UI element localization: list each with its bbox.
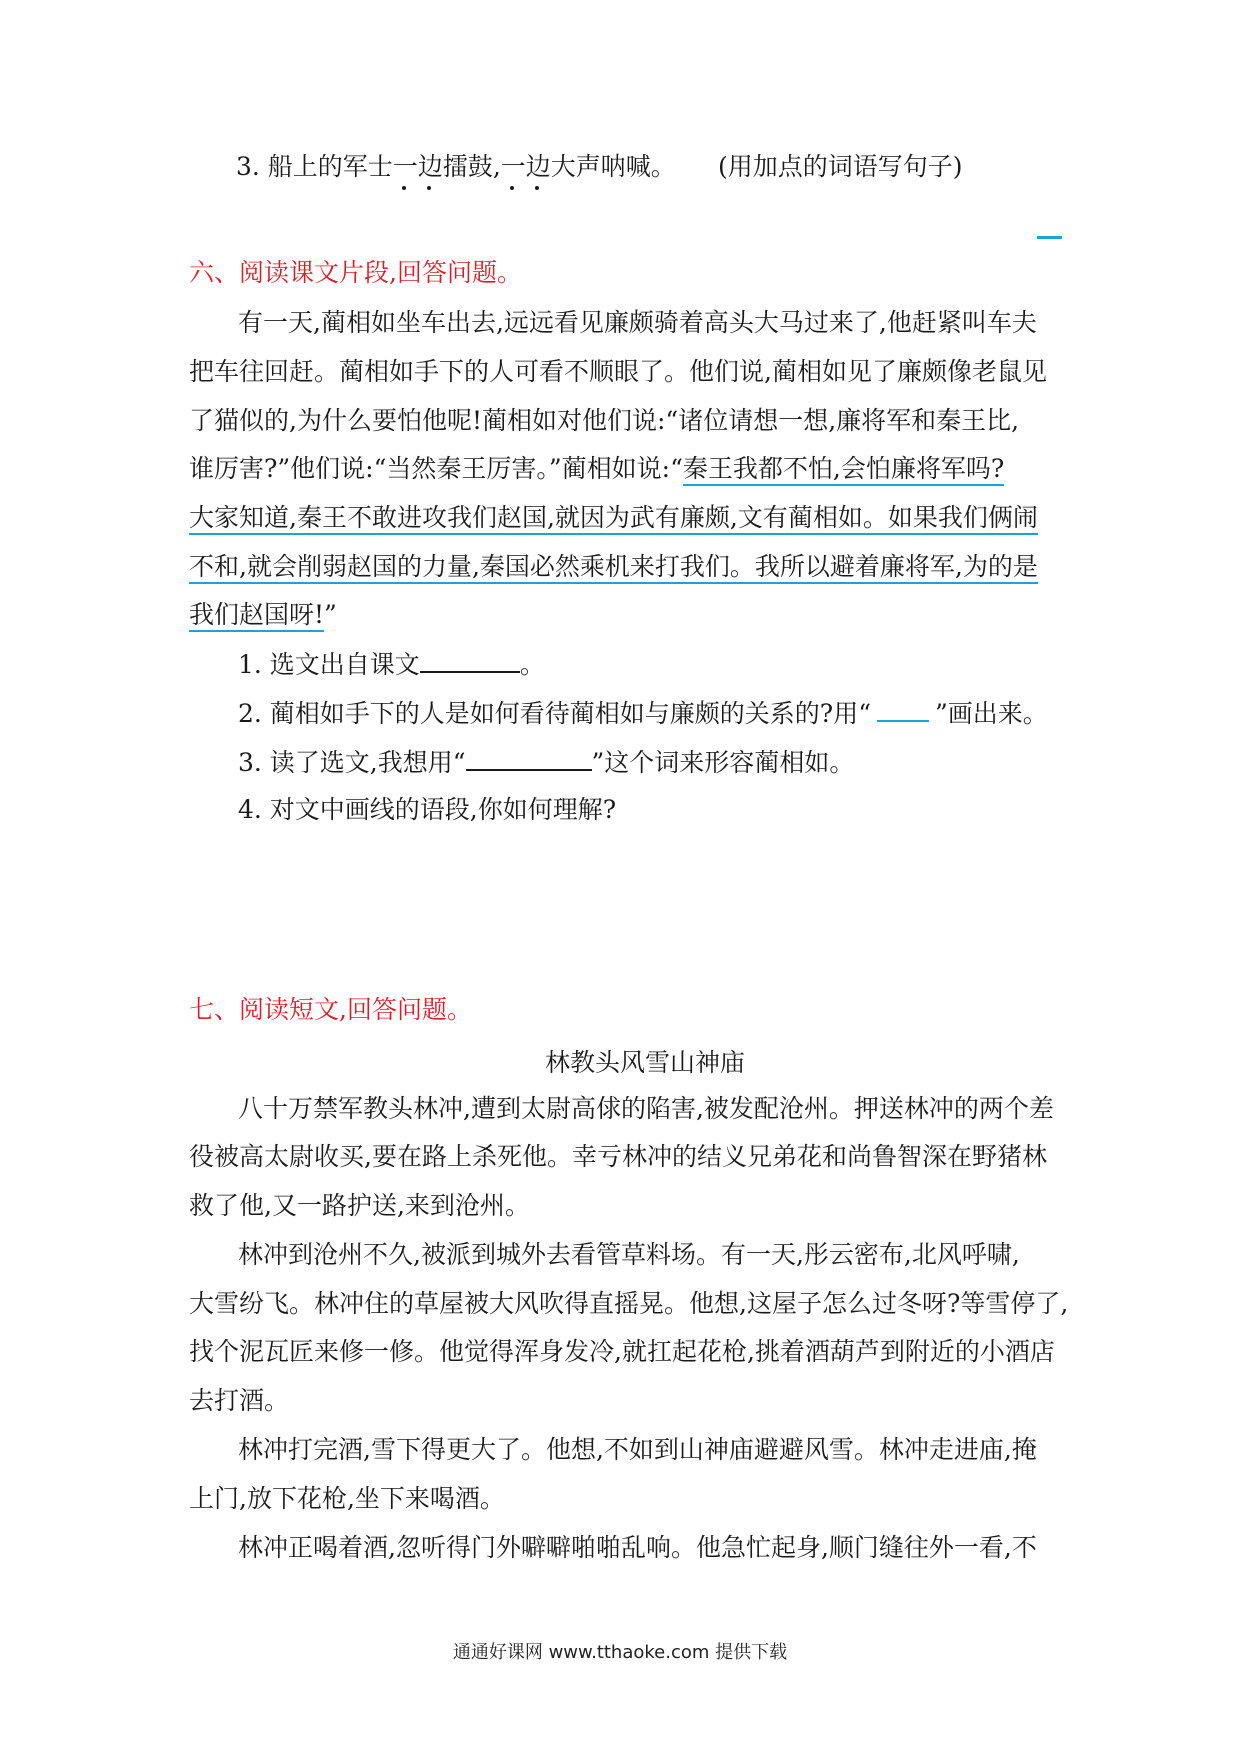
section6-q2: 2. 蔺相如手下的人是如何看待蔺相如与廉颇的关系的?用“ ”画出来。 xyxy=(238,696,1048,731)
passage7-line-9: 上门,放下花枪,坐下来喝酒。 xyxy=(189,1484,505,1513)
section6-heading: 六、阅读课文片段,回答问题。 xyxy=(189,258,522,287)
article-title: 林教头风雪山神庙 xyxy=(544,1048,745,1077)
passage7-line-10: 林冲正喝着酒,忽听得门外噼噼啪啪乱响。他急忙起身,顺门缝往外一看,不 xyxy=(238,1533,1037,1562)
section5-q3-instruction: (用加点的词语写句子) xyxy=(718,152,963,181)
passage7-line-5: 大雪纷飞。林冲住的草屋被大风吹得直摇晃。他想,这屋子怎么过冬呀?等雪停了, xyxy=(189,1289,1069,1318)
closing-quote: ” xyxy=(324,600,337,629)
passage7-line-7: 去打酒。 xyxy=(189,1386,290,1415)
emphasis-word-2: 一边 xyxy=(501,152,551,181)
passage7-line-2: 役被高太尉收买,要在路上杀死他。幸亏林冲的结义兄弟花和尚鲁智深在野猪林 xyxy=(189,1142,1047,1171)
answer-blank[interactable] xyxy=(420,647,520,673)
passage6-line-4-text: 谁厉害?”他们说:“当然秦王厉害。”蔺相如说:“ xyxy=(189,454,683,483)
underlined-passage-start: 秦王我都不怕,会怕廉将军吗? xyxy=(683,454,1004,486)
section7-heading: 七、阅读短文,回答问题。 xyxy=(189,995,472,1024)
passage6-line-2: 把车往回赶。蔺相如手下的人可看不顺眼了。他们说,蔺相如见了廉颇像老鼠见 xyxy=(189,357,1047,386)
emphasis-dot xyxy=(427,186,431,190)
passage7-line-1: 八十万禁军教头林冲,遭到太尉高俅的陷害,被发配沧州。押送林冲的两个差 xyxy=(238,1094,1054,1123)
passage7-line-6: 找个泥瓦匠来修一修。他觉得浑身发冷,就扛起花枪,挑着酒葫芦到附近的小酒店 xyxy=(189,1337,1055,1366)
passage6-line-4 xyxy=(189,452,1004,486)
q3-suffix: 大声呐喊。 xyxy=(550,152,676,181)
emphasis-dot xyxy=(510,186,514,190)
section6-q3: 3. 读了选文,我想用“ ”这个词来形容蔺相如。 xyxy=(238,745,854,780)
section5-q3 xyxy=(236,150,676,184)
underlined-passage-end: 我们赵国呀! xyxy=(189,600,324,632)
section6-q4: 4. 对文中画线的语段,你如何理解? xyxy=(238,795,617,824)
passage6-line-5 xyxy=(189,501,1038,535)
passage7-line-3: 救了他,又一路护送,来到沧州。 xyxy=(189,1191,530,1220)
passage6-line-1: 有一天,蔺相如坐车出去,远远看见廉颇骑着高头大马过来了,他赶紧叫车夫 xyxy=(238,308,1037,337)
passage6-line-3: 了猫似的,为什么要怕他呢!蔺相如对他们说:“诸位请想一想,廉将军和秦王比, xyxy=(189,406,1020,435)
passage6-line-6 xyxy=(189,550,1038,584)
passage7-line-8: 林冲打完酒,雪下得更大了。他想,不如到山神庙避避风雪。林冲走进庙,掩 xyxy=(238,1435,1037,1464)
passage6-line-7 xyxy=(189,598,337,632)
section6-q1: 1. 选文出自课文 。 xyxy=(238,647,545,682)
emphasis-dot xyxy=(402,186,406,190)
underlined-passage: 大家知道,秦王不敢进攻我们赵国,就因为武有廉颇,文有蔺相如。如果我们俩闹 xyxy=(189,503,1038,535)
passage7-line-4: 林冲到沧州不久,被派到城外去看管草料场。有一天,彤云密布,北风呼啸, xyxy=(238,1240,1020,1269)
emphasis-word-1: 一边 xyxy=(393,152,443,181)
answer-blank[interactable] xyxy=(466,745,592,771)
page-footer: 通通好课网 www.tthaoke.com 提供下载 xyxy=(452,1642,788,1663)
q3-mid: 擂鼓, xyxy=(442,152,501,181)
blue-line-sample xyxy=(877,696,929,722)
underlined-passage: 不和,就会削弱赵国的力量,秦国必然乘机来打我们。我所以避着廉将军,为的是 xyxy=(189,552,1038,584)
q3-prefix: 3. 船上的军士 xyxy=(236,152,393,181)
emphasis-dot xyxy=(535,186,539,190)
blue-mark xyxy=(1037,236,1062,239)
